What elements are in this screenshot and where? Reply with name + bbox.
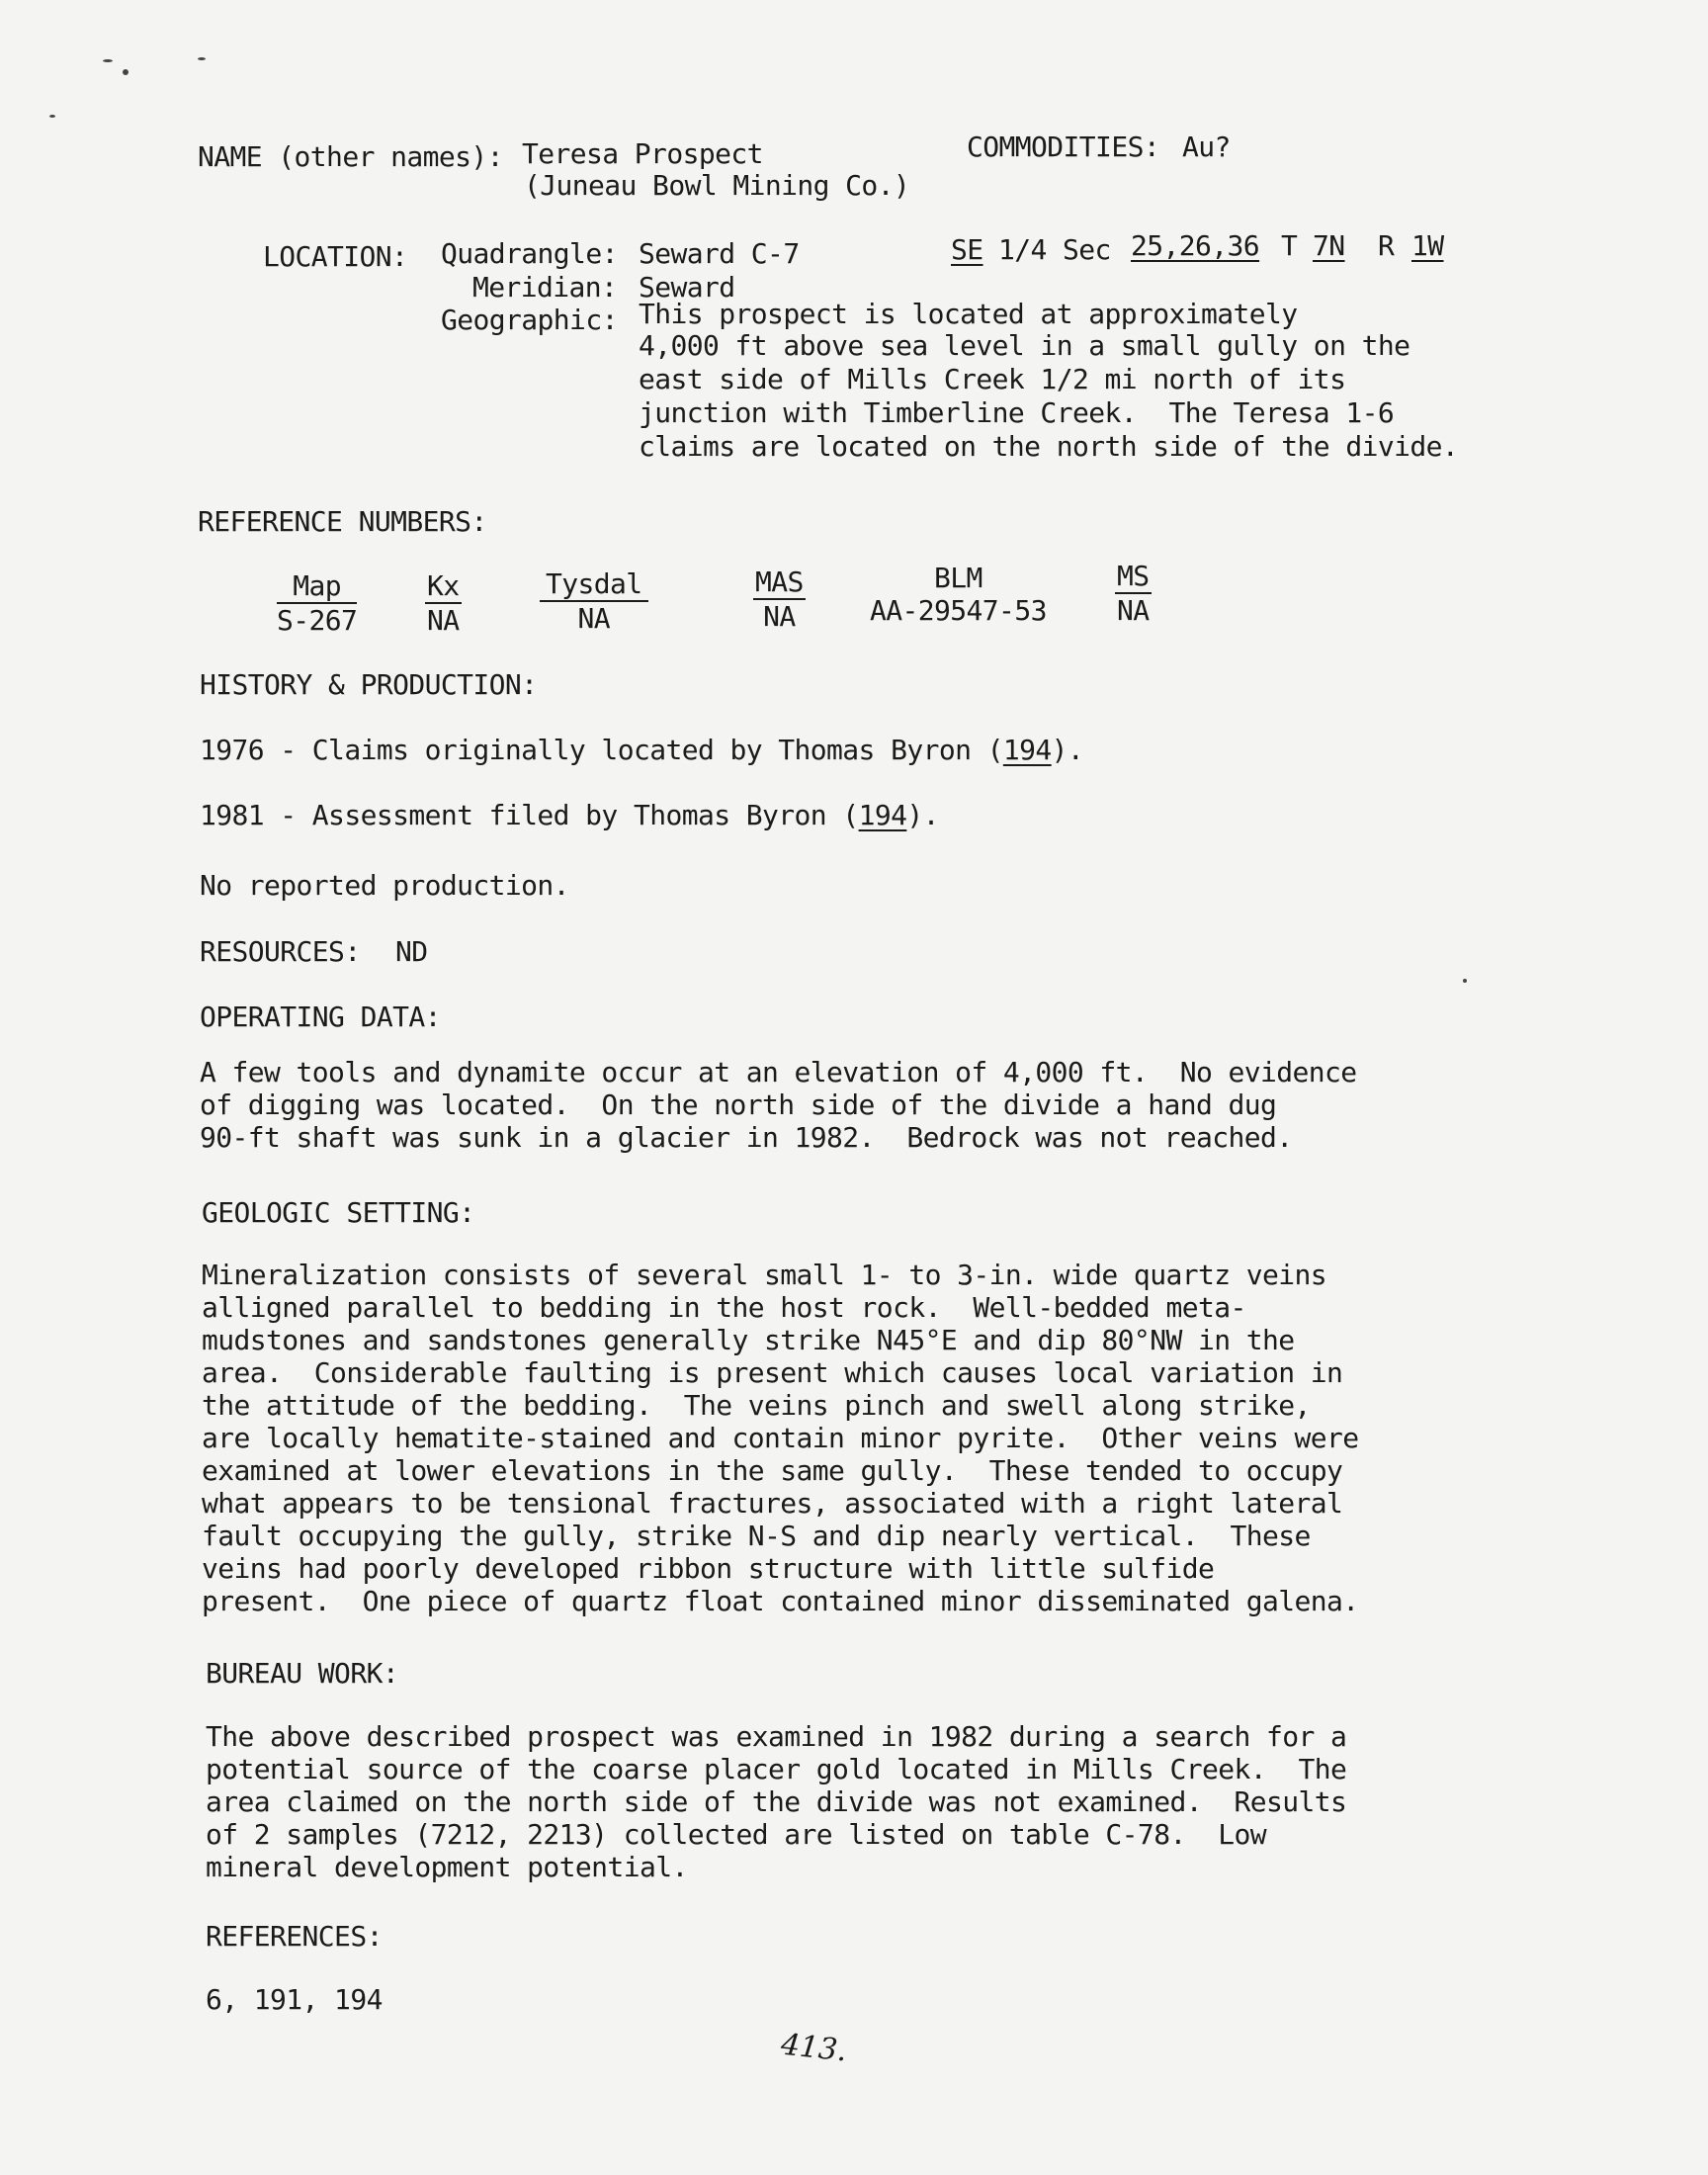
geographic-line: 4,000 ft above sea level in a small gully on the (639, 329, 1410, 362)
prospect-name: Teresa Prospect (522, 137, 763, 170)
operating-line: A few tools and dynamite occur at an elevation of 4,000 ft. No evidence (200, 1056, 1357, 1088)
operating-heading: OPERATING DATA: (200, 1000, 441, 1033)
history-end: ). (906, 799, 939, 831)
geologic-line: the attitude of the bedding. The veins pinch and swell along strike, (202, 1389, 1311, 1422)
geographic-line: junction with Timberline Creek. The Teresa 1-6 (639, 396, 1395, 429)
history-line (200, 799, 939, 831)
geographic-line: This prospect is located at approximately (639, 298, 1298, 330)
ref-col-blm (870, 562, 1047, 627)
bureau-line: mineral development potential. (206, 1851, 688, 1883)
geologic-line: veins had poorly developed ribbon structure with little sulfide (202, 1552, 1215, 1585)
township-value: 7N (1313, 229, 1345, 262)
references-heading: REFERENCES: (206, 1920, 383, 1953)
bureau-line: of 2 samples (7212, 2213) collected are listed on table C-78. Low (206, 1818, 1266, 1851)
quarter-section: SE (951, 233, 983, 266)
location-label: LOCATION: (263, 240, 408, 273)
ref-col-map (277, 569, 357, 637)
history-ref: 194 (1002, 734, 1052, 766)
range-value: 1W (1411, 229, 1444, 262)
quarter-suffix: 1/4 Sec (998, 233, 1111, 266)
geologic-line: fault occupying the gully, strike N-S and dip nearly vertical. These (202, 1520, 1311, 1552)
ref-value: NA (577, 602, 611, 635)
ref-col-kx (425, 569, 462, 637)
history-end: ). (1051, 734, 1084, 766)
ref-value: S-267 (277, 604, 358, 637)
history-text: 1981 - Assessment filed by Thomas Byron ( (200, 799, 859, 831)
history-text: 1976 - Claims originally located by Thomas Byron ( (200, 734, 1003, 766)
bureau-line: The above described prospect was examined in 1982 during a search for a (206, 1720, 1347, 1753)
commodities-label: COMMODITIES: (967, 130, 1160, 163)
scan-speck (123, 69, 128, 75)
other-name: (Juneau Bowl Mining Co.) (524, 169, 910, 202)
ref-header: Map (277, 569, 357, 604)
reference-numbers-heading: REFERENCE NUMBERS: (198, 505, 487, 538)
geographic-line: claims are located on the north side of the divide. (639, 430, 1459, 463)
range-label: R (1378, 229, 1395, 262)
geologic-line: Mineralization consists of several small 1- to 3-in. wide quartz veins (202, 1259, 1327, 1291)
geologic-line: area. Considerable faulting is present which causes local variation in (202, 1356, 1343, 1389)
geologic-line: examined at lower elevations in the same gully. These tended to occupy (202, 1454, 1343, 1487)
history-heading: HISTORY & PRODUCTION: (200, 668, 538, 701)
operating-line: 90-ft shaft was sunk in a glacier in 1982. Bedrock was not reached. (200, 1121, 1293, 1154)
meridian-value: Seward (639, 271, 735, 304)
resources-heading: RESOURCES: (200, 935, 361, 968)
bureau-heading: BUREAU WORK: (206, 1657, 399, 1690)
page-number: 413. (779, 2027, 849, 2069)
quadrangle-label: Quadrangle: (441, 237, 618, 270)
ref-header: Tysdal (540, 567, 648, 602)
history-production-note: No reported production. (200, 869, 569, 902)
bureau-line: area claimed on the north side of the divide was not examined. Results (206, 1785, 1347, 1818)
name-label: NAME (other names): (198, 140, 503, 173)
scan-speck (198, 57, 206, 60)
resources-value: ND (395, 935, 428, 968)
township-label: T (1281, 229, 1298, 262)
ref-col-ms (1115, 560, 1152, 627)
ref-value: NA (763, 600, 796, 633)
ref-col-mas (753, 566, 806, 633)
ref-header: BLM (934, 562, 982, 594)
operating-line: of digging was located. On the north side of the divide a hand dug (200, 1088, 1277, 1121)
geologic-line: mudstones and sandstones generally strike N45°E and dip 80°NW in the (202, 1324, 1295, 1356)
geographic-label: Geographic: (441, 304, 618, 336)
geologic-line: are locally hematite-stained and contain minor pyrite. Other veins were (202, 1422, 1359, 1454)
section-numbers: 25,26,36 (1131, 229, 1260, 262)
scan-speck (103, 59, 113, 62)
ref-header: MAS (755, 566, 804, 598)
history-ref: 194 (858, 799, 907, 831)
quadrangle-value: Seward C-7 (639, 237, 800, 270)
geologic-line: alligned parallel to bedding in the host rock. Well-bedded meta- (202, 1291, 1246, 1324)
ref-header: Kx (427, 569, 460, 602)
ref-value: NA (427, 604, 460, 637)
bureau-line: potential source of the coarse placer gold located in Mills Creek. The (206, 1753, 1347, 1785)
geographic-line: east side of Mills Creek 1/2 mi north of its (639, 363, 1346, 395)
references-value: 6, 191, 194 (206, 1983, 383, 2016)
geologic-heading: GEOLOGIC SETTING: (202, 1196, 475, 1229)
history-line (200, 734, 1083, 766)
ref-value: NA (1117, 594, 1150, 627)
meridian-label: Meridian: (472, 271, 618, 304)
geologic-line: what appears to be tensional fractures, associated with a right lateral (202, 1487, 1343, 1520)
scan-speck (49, 115, 55, 118)
commodities-value: Au? (1182, 130, 1231, 163)
ref-col-tysdal (540, 567, 648, 635)
scan-speck (1463, 979, 1467, 983)
geologic-line: present. One piece of quartz float contained minor disseminated galena. (202, 1585, 1359, 1617)
ref-value: AA-29547-53 (870, 594, 1047, 627)
ref-header: MS (1117, 560, 1150, 592)
